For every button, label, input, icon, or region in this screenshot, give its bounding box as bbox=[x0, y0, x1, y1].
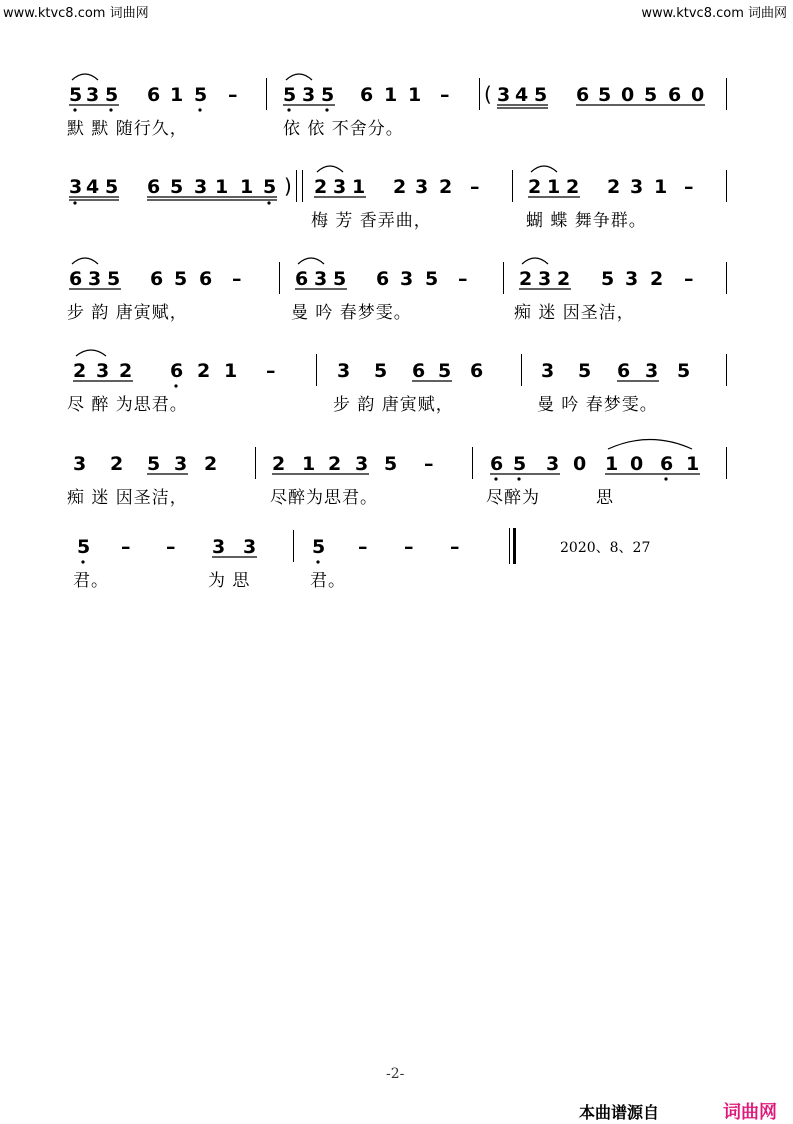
note: 5 bbox=[677, 360, 691, 382]
slur bbox=[531, 166, 557, 172]
note: 5 bbox=[312, 536, 326, 558]
note: 1 bbox=[605, 453, 619, 475]
lyric-phrase: 为 思 bbox=[208, 571, 251, 591]
dash: – bbox=[450, 536, 460, 558]
note: 2 bbox=[272, 453, 286, 475]
note: 3 bbox=[194, 176, 208, 198]
note: 5 bbox=[147, 453, 161, 475]
lyric-phrase: 步 韵 唐寅赋， bbox=[67, 303, 188, 323]
note: 5 bbox=[644, 84, 658, 106]
lyric-phrase: 曼 吟 春梦雯。 bbox=[537, 395, 658, 415]
note: 2 bbox=[607, 176, 621, 198]
site-logo[interactable]: 词曲网 bbox=[723, 1102, 777, 1123]
lyric-phrase: 君。 bbox=[310, 571, 346, 591]
slur bbox=[522, 258, 548, 264]
note: 0 bbox=[691, 84, 705, 106]
note: 1 bbox=[170, 84, 184, 106]
note: 3 bbox=[645, 360, 659, 382]
page-number: -2- bbox=[386, 1066, 405, 1082]
slur bbox=[608, 440, 692, 450]
note: 5 bbox=[384, 453, 398, 475]
dash: – bbox=[684, 268, 694, 290]
note: 5 bbox=[534, 84, 548, 106]
slur bbox=[286, 74, 312, 80]
note: 3 bbox=[86, 84, 100, 106]
bar-line bbox=[512, 170, 513, 202]
note: 3 bbox=[538, 268, 552, 290]
note: 5 bbox=[174, 268, 188, 290]
lyric-phrase: 步 韵 唐寅赋， bbox=[333, 395, 454, 415]
note: 6 bbox=[576, 84, 590, 106]
dash: – bbox=[358, 536, 368, 558]
note: 6 bbox=[170, 360, 184, 382]
note: 5 bbox=[263, 176, 277, 198]
lyric-phrase: 君。 bbox=[73, 571, 109, 591]
bar-line bbox=[726, 262, 727, 294]
note: 0 bbox=[573, 453, 587, 475]
note: 2 bbox=[650, 268, 664, 290]
note: 5 bbox=[598, 84, 612, 106]
note: 3 bbox=[243, 536, 257, 558]
note: 5 bbox=[77, 536, 91, 558]
composition-date: 2020、8、27 bbox=[560, 540, 651, 556]
note: 6 bbox=[668, 84, 682, 106]
note: 2 bbox=[439, 176, 453, 198]
open-paren: ( bbox=[484, 82, 492, 106]
note: 3 bbox=[69, 176, 83, 198]
close-paren: ) bbox=[284, 174, 292, 198]
note: 5 bbox=[170, 176, 184, 198]
dash: – bbox=[121, 536, 131, 558]
note: 3 bbox=[625, 268, 639, 290]
note: 2 bbox=[557, 268, 571, 290]
note: 3 bbox=[546, 453, 560, 475]
note: 3 bbox=[174, 453, 188, 475]
dash: – bbox=[684, 176, 694, 198]
note: 1 bbox=[352, 176, 366, 198]
note: 5 bbox=[321, 84, 335, 106]
note: 4 bbox=[86, 176, 100, 198]
note: 3 bbox=[630, 176, 644, 198]
note: 1 bbox=[215, 176, 229, 198]
bar-line bbox=[726, 78, 727, 110]
slur bbox=[72, 74, 98, 80]
note: 6 bbox=[490, 453, 504, 475]
lyric-phrase: 蝴 蝶 舞争群。 bbox=[526, 211, 647, 231]
bar-line bbox=[302, 170, 303, 202]
note: 1 bbox=[547, 176, 561, 198]
note: 6 bbox=[295, 268, 309, 290]
note: 3 bbox=[337, 360, 351, 382]
note: 3 bbox=[333, 176, 347, 198]
bar-line bbox=[472, 447, 473, 479]
note: 3 bbox=[541, 360, 555, 382]
note: 3 bbox=[73, 453, 87, 475]
dash: – bbox=[458, 268, 468, 290]
note: 3 bbox=[497, 84, 511, 106]
note: 6 bbox=[360, 84, 374, 106]
slur bbox=[76, 350, 106, 356]
note: 6 bbox=[69, 268, 83, 290]
note: 3 bbox=[302, 84, 316, 106]
dash: – bbox=[266, 360, 276, 382]
dash: – bbox=[424, 453, 434, 475]
dash: – bbox=[440, 84, 450, 106]
note: 5 bbox=[513, 453, 527, 475]
note: 2 bbox=[110, 453, 124, 475]
dash: – bbox=[232, 268, 242, 290]
note: 4 bbox=[515, 84, 529, 106]
note: 1 bbox=[302, 453, 316, 475]
note: 2 bbox=[204, 453, 218, 475]
note: 3 bbox=[88, 268, 102, 290]
bar-line bbox=[479, 78, 480, 110]
note: 5 bbox=[283, 84, 297, 106]
note: 5 bbox=[107, 268, 121, 290]
lyric-phrase: 尽醉为 bbox=[486, 488, 540, 508]
note: 5 bbox=[425, 268, 439, 290]
bar-line bbox=[255, 447, 256, 479]
dash: – bbox=[404, 536, 414, 558]
bar-line bbox=[266, 78, 267, 110]
bar-line bbox=[293, 530, 294, 562]
slur bbox=[317, 166, 343, 172]
lyric-phrase: 痴 迷 因圣洁， bbox=[514, 303, 635, 323]
note: 5 bbox=[194, 84, 208, 106]
note: 2 bbox=[393, 176, 407, 198]
note: 2 bbox=[73, 360, 87, 382]
note: 1 bbox=[384, 84, 398, 106]
bar-line bbox=[726, 354, 727, 386]
note: 1 bbox=[224, 360, 238, 382]
dash: – bbox=[470, 176, 480, 198]
note: 1 bbox=[686, 453, 700, 475]
note: 5 bbox=[374, 360, 388, 382]
lyric-phrase: 默 默 随行久， bbox=[67, 119, 188, 139]
bar-line bbox=[521, 354, 522, 386]
note: 6 bbox=[199, 268, 213, 290]
note: 2 bbox=[314, 176, 328, 198]
source-label: 本曲谱源自 bbox=[579, 1103, 660, 1122]
note: 6 bbox=[412, 360, 426, 382]
bar-line bbox=[296, 170, 297, 202]
note: 3 bbox=[212, 536, 226, 558]
lyric-phrase: 尽 醉 为思君。 bbox=[67, 395, 188, 415]
note: 5 bbox=[333, 268, 347, 290]
note: 6 bbox=[376, 268, 390, 290]
site-watermark-left: www.ktvc8.com 词曲网 bbox=[3, 6, 149, 21]
note: 0 bbox=[630, 453, 644, 475]
site-watermark-right: www.ktvc8.com 词曲网 bbox=[641, 6, 787, 21]
note: 5 bbox=[601, 268, 615, 290]
lyric-phrase: 梅 芳 香弄曲， bbox=[311, 211, 432, 231]
note: 5 bbox=[578, 360, 592, 382]
bar-line bbox=[316, 354, 317, 386]
note: 2 bbox=[519, 268, 533, 290]
lyric-phrase: 思 bbox=[596, 488, 614, 508]
bar-line bbox=[726, 170, 727, 202]
lyric-phrase: 尽醉为思君。 bbox=[270, 488, 378, 508]
note: 6 bbox=[147, 176, 161, 198]
lyric-phrase: 曼 吟 春梦雯。 bbox=[291, 303, 412, 323]
note: 2 bbox=[566, 176, 580, 198]
note: 3 bbox=[96, 360, 110, 382]
note: 6 bbox=[470, 360, 484, 382]
note: 2 bbox=[119, 360, 133, 382]
note: 2 bbox=[528, 176, 542, 198]
note: 5 bbox=[105, 176, 119, 198]
slur bbox=[298, 258, 324, 264]
dash: – bbox=[166, 536, 176, 558]
note: 6 bbox=[660, 453, 674, 475]
slur bbox=[72, 258, 98, 264]
final-bar-thin bbox=[509, 528, 510, 564]
bar-line bbox=[279, 262, 280, 294]
note: 0 bbox=[621, 84, 635, 106]
note: 5 bbox=[105, 84, 119, 106]
note: 1 bbox=[654, 176, 668, 198]
final-bar-thick bbox=[513, 528, 516, 564]
note: 3 bbox=[400, 268, 414, 290]
note: 5 bbox=[438, 360, 452, 382]
note: 3 bbox=[355, 453, 369, 475]
bar-line bbox=[726, 447, 727, 479]
note: 1 bbox=[408, 84, 422, 106]
note: 5 bbox=[69, 84, 83, 106]
note: 6 bbox=[150, 268, 164, 290]
note: 3 bbox=[415, 176, 429, 198]
note: 2 bbox=[197, 360, 211, 382]
lyric-phrase: 依 依 不舍分。 bbox=[283, 119, 404, 139]
note: 1 bbox=[240, 176, 254, 198]
note: 3 bbox=[314, 268, 328, 290]
dash: – bbox=[228, 84, 238, 106]
lyric-phrase: 痴 迷 因圣洁， bbox=[67, 488, 188, 508]
bar-line bbox=[503, 262, 504, 294]
note: 2 bbox=[328, 453, 342, 475]
note: 6 bbox=[617, 360, 631, 382]
note: 6 bbox=[147, 84, 161, 106]
